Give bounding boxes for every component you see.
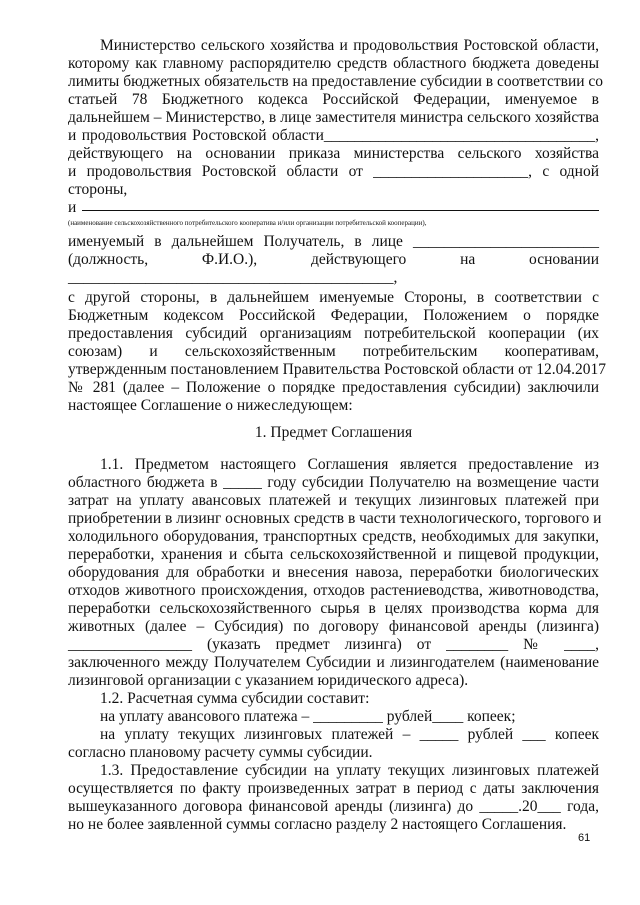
intro-line-1: Министерство сельского хозяйства и продовольствия Ростовской области, [100, 37, 599, 54]
p13-line-1: 1.3. Предоставление субсидии на уплату текущих лизинговых платежей [100, 762, 599, 779]
intro-line-3: лимиты бюджетных обязательств на предоставление субсидии в соответствии со [68, 73, 604, 90]
p13-line-2: осуществляется по факту произведенных затрат в период с даты заключения [68, 780, 599, 797]
p11-line-10: животных (далее – Субсидия) по договору финансовой аренды (лизинга) [68, 618, 599, 635]
p12-line-3: на уплату текущих лизинговых платежей – _____ рублей ___ копеек [100, 726, 599, 743]
intro-line-4: статьей 78 Бюджетного кодекса Российской Федерации, именуемое в [68, 91, 599, 108]
intro-line-5: дальнейшем – Министерство, в лице заместителя министра сельского хозяйства [68, 109, 599, 126]
recipient-line-3: __________________________________________, [68, 269, 398, 286]
preamble-line-2: Бюджетным кодексом Российской Федерации, Положением о порядке [68, 307, 599, 324]
p11-line-1: 1.1. Предметом настоящего Соглашения является предоставление из [100, 456, 599, 473]
p11-line-6: переработки, хранения и сбыта сельскохозяйственной и пищевой продукции, [68, 546, 599, 563]
p12-line-1: 1.2. Расчетная сумма субсидии составит: [100, 690, 370, 707]
recipient-name-line [82, 210, 599, 211]
recipient-line-2: (должность, Ф.И.О.), действующего на основании [68, 251, 599, 268]
p11-line-7: оборудования для обработки и внесения навоза, переработки биологических [68, 564, 599, 581]
p11-line-4: приобретении в лизинг основных средств в части технологического, торгового и [68, 510, 602, 527]
p11-line-5: холодильного оборудования, транспортных средств, необходимых для закупки, [68, 528, 599, 545]
intro-line-7: действующего на основании приказа министерства сельского хозяйства [68, 145, 599, 162]
p11-line-13: лизинговой организации с указанием юридического адреса). [68, 672, 469, 689]
p11-line-12: заключенного между Получателем Субсидии и лизингодателем (наименование [68, 654, 599, 671]
p11-line-11: ________________ (указать предмет лизинга) от ________ № ____, [68, 636, 599, 653]
intro-line-6: и продовольствия Ростовской области___________________________________, [68, 127, 599, 144]
p11-line-9: переработки сельскохозяйственного сырья в целях производства корма для [68, 600, 599, 617]
p13-line-3: вышеуказанного договора финансовой аренды (лизинга) до _____.20___ года, [68, 798, 599, 815]
p11-line-3: затрат на уплату авансовых платежей и текущих лизинговых платежей при [68, 492, 599, 509]
intro-line-10: и [68, 199, 77, 216]
p11-line-2: областного бюджета в _____ году субсидии Получателю на возмещение части [68, 474, 599, 491]
recipient-caption: (наименование сельскохозяйственного потребительского кооператива и/или организации потребительской кооперации), [68, 219, 427, 227]
page-number: 61 [578, 832, 591, 844]
preamble-line-7: настоящее Соглашение о нижеследующем: [68, 397, 353, 414]
p13-line-4: но не более заявленной суммы согласно разделу 2 настоящего Соглашения. [68, 816, 567, 833]
p12-line-4: согласно плановому расчету суммы субсидии. [68, 744, 373, 761]
preamble-line-5: утвержденным постановлением Правительства Ростовской области от 12.04.2017 [68, 361, 607, 378]
recipient-line-1: именуемый в дальнейшем Получатель, в лице ________________________ [68, 233, 599, 250]
intro-line-2: которому как главному распорядителю средств областного бюджета доведены [68, 55, 599, 72]
intro-line-8: и продовольствия Ростовской области от ____________________, с одной [68, 163, 599, 180]
intro-line-9: стороны, [68, 181, 128, 198]
preamble-line-1: с другой стороны, в дальнейшем именуемые Стороны, в соответствии с [68, 289, 599, 306]
p12-line-2: на уплату авансового платежа – _________ рублей____ копеек; [100, 708, 516, 725]
section-title: 1. Предмет Соглашения [254, 424, 413, 441]
p11-line-8: отходов животного происхождения, отходов растениеводства, животноводства, [68, 582, 599, 599]
preamble-line-3: предоставления субсидий организациям потребительской кооперации (их [68, 325, 599, 342]
preamble-line-4: союзам) и сельскохозяйственным потребительским кооперативам, [68, 343, 599, 360]
preamble-line-6: № 281 (далее – Положение о порядке предоставления субсидии) заключили [68, 379, 599, 396]
